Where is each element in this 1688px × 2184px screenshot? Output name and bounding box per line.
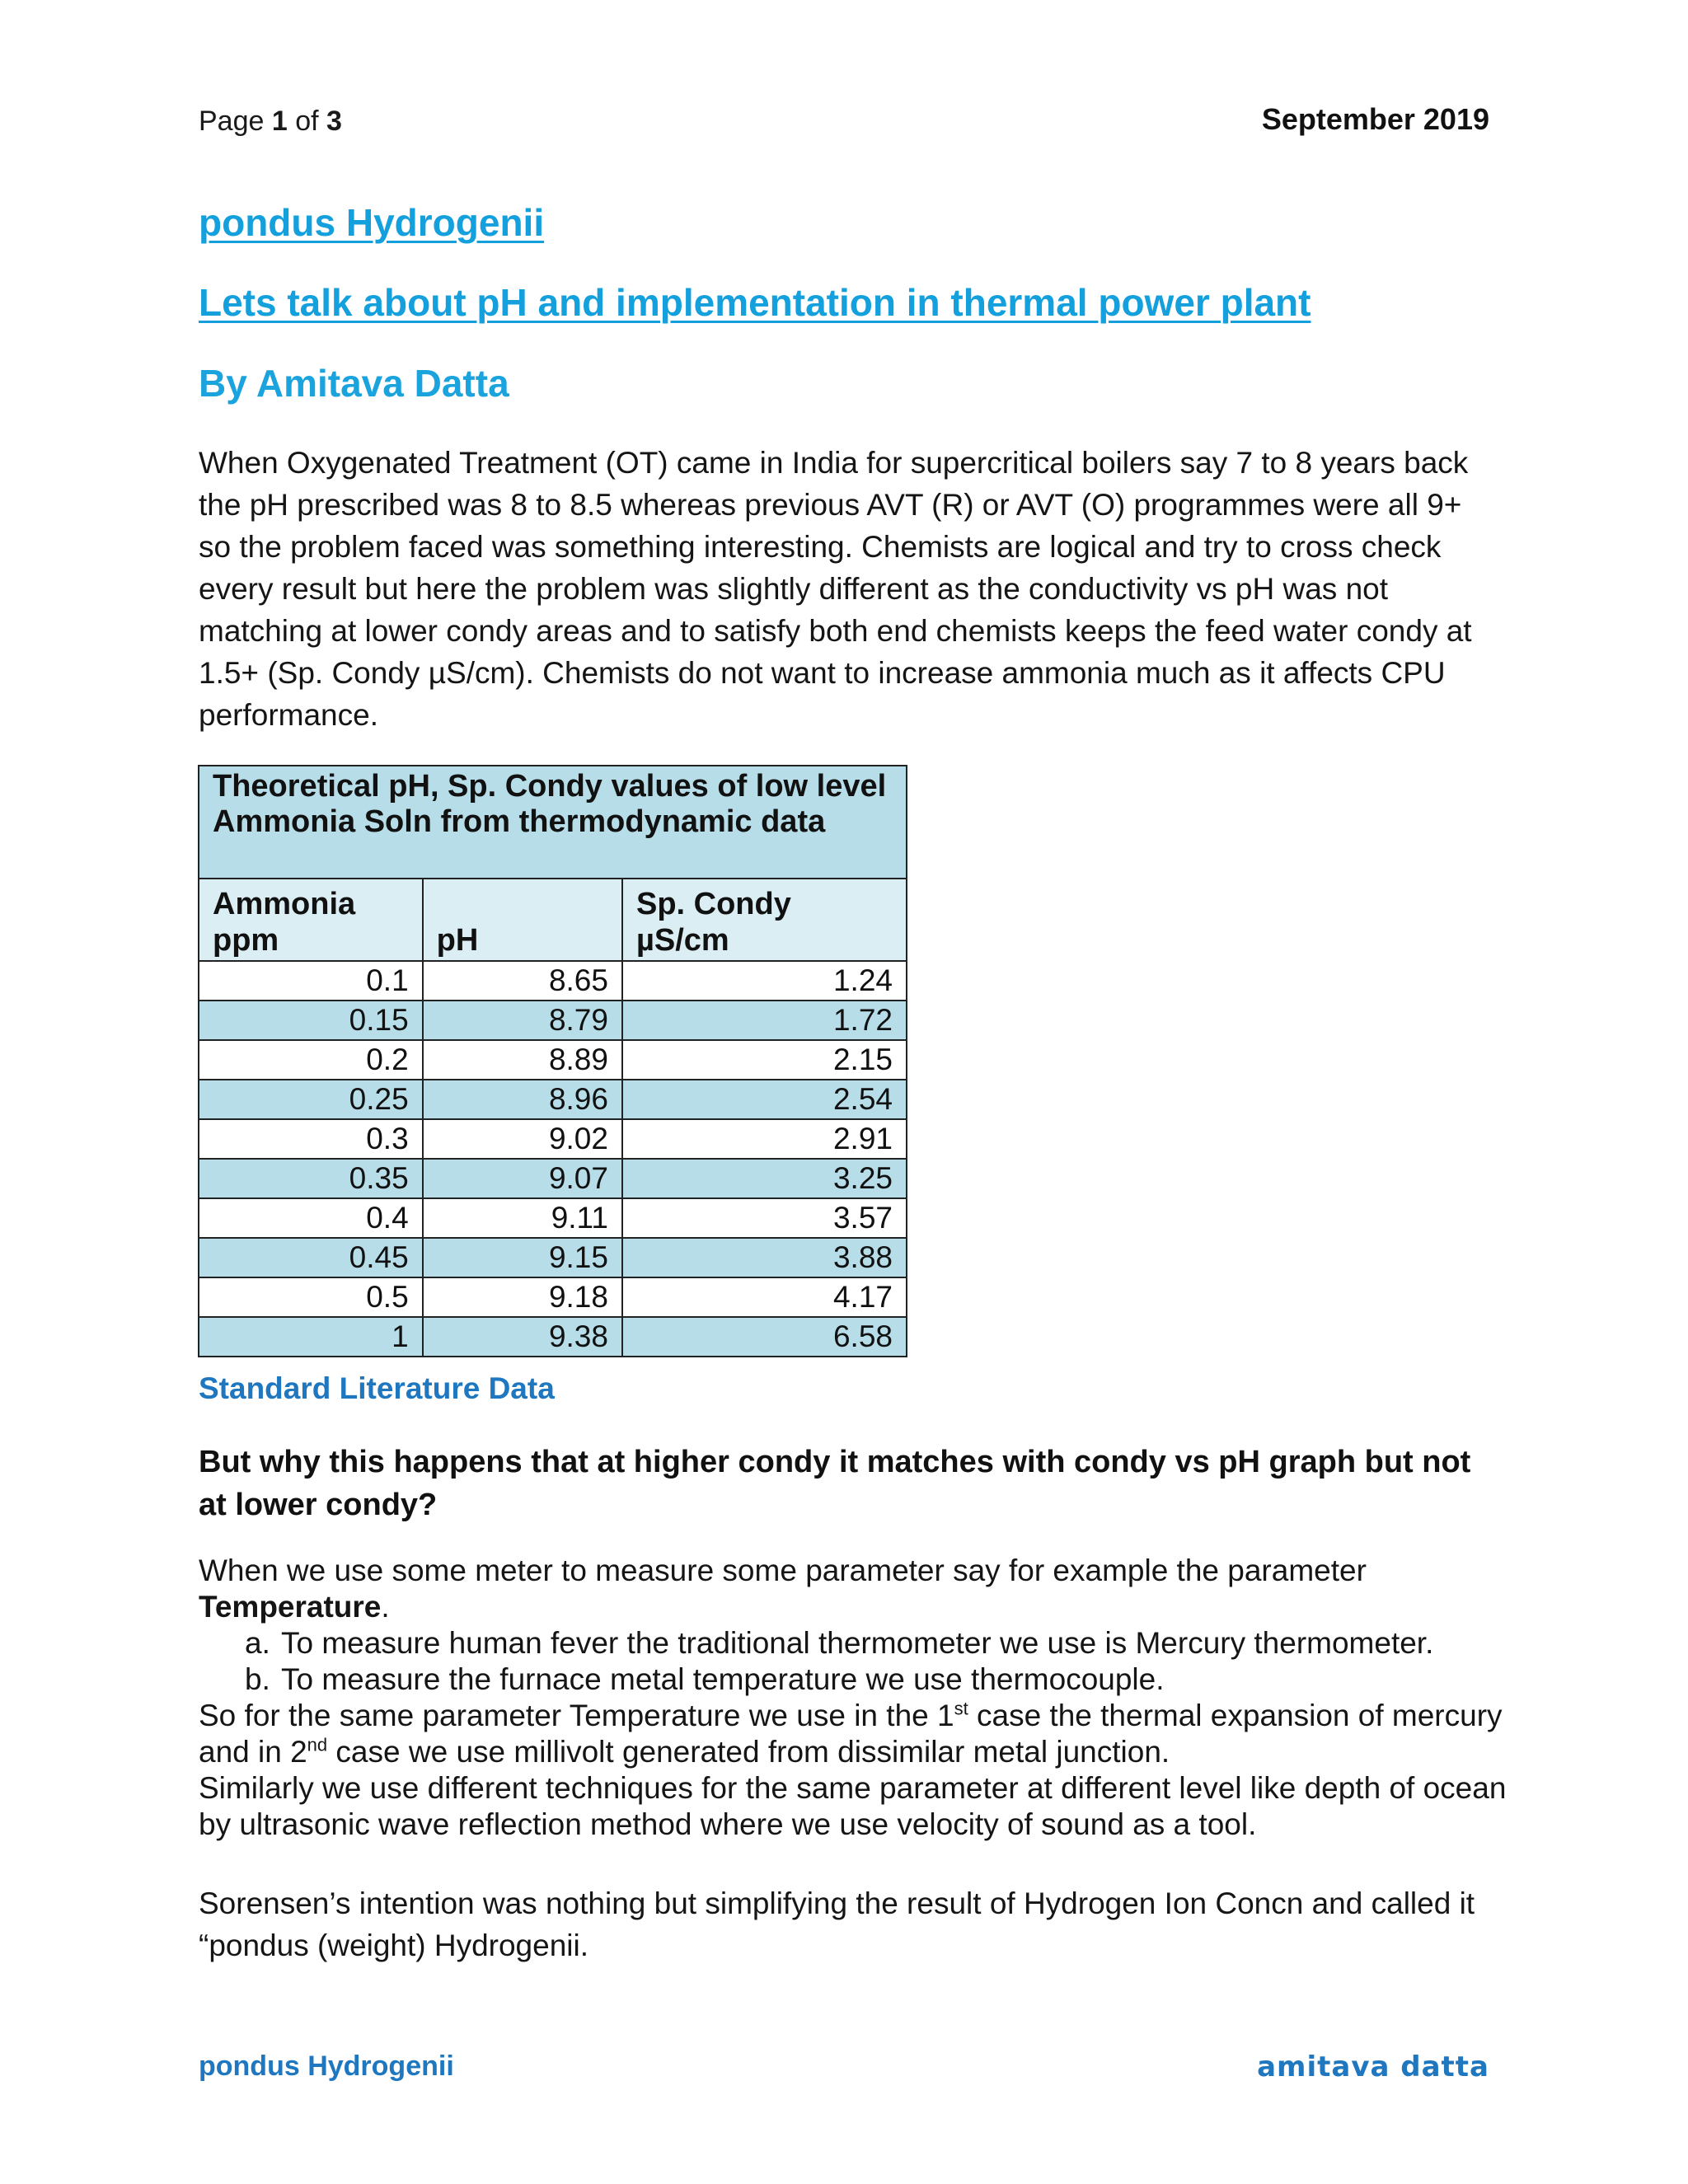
table-source-note: Standard Literature Data: [199, 1371, 555, 1405]
similarly-paragraph: Similarly we use different techniques for the same parameter at different level like depth of ocean by ultrasonic wave reflection method where we use velocity of sound as a tool.: [199, 1771, 1507, 1841]
ammonia-cell: 0.35: [199, 1159, 423, 1198]
condy-cell: 2.15: [622, 1040, 907, 1080]
ammonia-cell: 0.1: [199, 961, 423, 1001]
column-header-condy: Sp. Condy µS/cm: [622, 879, 907, 961]
ammonia-cell: 0.2: [199, 1040, 423, 1080]
ammonia-cell: 0.45: [199, 1238, 423, 1277]
same-param-text-2: case the thermal expansion of mercury and in 2: [199, 1699, 1503, 1769]
ammonia-cell: 0.3: [199, 1119, 423, 1159]
condy-cell: 6.58: [622, 1317, 907, 1357]
ph-cell: 9.15: [423, 1238, 622, 1277]
header-date: September 2019: [1261, 102, 1489, 136]
document-title-link[interactable]: pondus Hydrogenii: [199, 201, 545, 244]
condy-cell: 1.72: [622, 1001, 907, 1040]
intro-paragraph: When Oxygenated Treatment (OT) came in India for supercritical boilers say 7 to 8 years back the pH prescribed was 8 to 8.5 whereas previous AVT (R) or AVT (O) programmes were all 9+ so the problem faced was something interesting. Chemists are logical and try to cross check every result but here the problem was slightly different as the conductivity vs pH was not matching at lower condy areas and to satisfy both end chemists keeps the feed water condy at 1.5+ (Sp. Condy µS/cm). Chemists do not want to increase ammonia much as it affects CPU performance.: [199, 446, 1472, 732]
page-word: Page: [199, 105, 265, 137]
footer-author: amitava datta: [1257, 2050, 1489, 2083]
document-subtitle-link[interactable]: Lets talk about pH and implementation in thermal power plant: [199, 281, 1311, 324]
measurement-intro-text: When we use some meter to measure some parameter say for example the parameter: [199, 1554, 1367, 1587]
table-row: [199, 1159, 907, 1198]
ammonia-data-table: [198, 765, 907, 1357]
question-heading: But why this happens that at higher condy it matches with condy vs pH graph but not at lower condy?: [199, 1445, 1471, 1522]
condy-cell: 4.17: [622, 1277, 907, 1317]
condy-cell: 2.91: [622, 1119, 907, 1159]
condy-cell: 2.54: [622, 1080, 907, 1119]
closing-paragraph: Sorensen’s intention was nothing but simplifying the result of Hydrogen Ion Concn and called it “pondus (weight) Hydrogenii.: [199, 1886, 1475, 1962]
same-param-text-3: case we use millivolt generated from dissimilar metal junction.: [327, 1735, 1170, 1769]
list-marker: b.: [245, 1662, 270, 1696]
page-total: 3: [326, 105, 342, 137]
table-row: [199, 1001, 907, 1040]
condy-cell: 3.57: [622, 1198, 907, 1238]
page-of-word: of: [295, 105, 319, 137]
column-header-ph: pH: [423, 879, 622, 961]
ammonia-cell: 0.5: [199, 1277, 423, 1317]
table-row: [199, 1277, 907, 1317]
condy-cell: 1.24: [622, 961, 907, 1001]
list-item: [199, 1625, 1517, 1661]
condy-cell: 3.88: [622, 1238, 907, 1277]
table-row: [199, 1238, 907, 1277]
ph-cell: 8.79: [423, 1001, 622, 1040]
footer-title: pondus Hydrogenii: [199, 2050, 454, 2082]
table-caption: Theoretical pH, Sp. Condy values of low level Ammonia Soln from thermodynamic data: [199, 766, 907, 879]
list-marker: a.: [245, 1626, 270, 1660]
superscript-st: st: [954, 1698, 968, 1719]
table-row: [199, 1119, 907, 1159]
ph-cell: 9.18: [423, 1277, 622, 1317]
ph-cell: 8.96: [423, 1080, 622, 1119]
table-row: [199, 1198, 907, 1238]
measurement-intro: [199, 1553, 1517, 1625]
list-item: [199, 1661, 1517, 1698]
ph-cell: 9.11: [423, 1198, 622, 1238]
temperature-term: Temperature: [199, 1590, 382, 1624]
table-row: [199, 1317, 907, 1357]
ammonia-cell: 0.4: [199, 1198, 423, 1238]
body-section: [199, 1553, 1517, 1843]
column-header-ammonia: Ammonia ppm: [199, 879, 423, 961]
table-row: [199, 1080, 907, 1119]
intro-period: .: [381, 1590, 390, 1624]
ph-cell: 8.89: [423, 1040, 622, 1080]
list-item-text: To measure human fever the traditional thermometer we use is Mercury thermometer.: [281, 1626, 1434, 1660]
page-number: [199, 105, 342, 138]
condy-cell: 3.25: [622, 1159, 907, 1198]
ph-cell: 9.02: [423, 1119, 622, 1159]
author-byline: By Amitava Datta: [199, 362, 509, 405]
superscript-nd: nd: [307, 1734, 328, 1755]
same-param-text-1: So for the same parameter Temperature we use in the 1: [199, 1699, 954, 1732]
table-row: [199, 961, 907, 1001]
table-row: [199, 1040, 907, 1080]
page-current: 1: [271, 105, 288, 137]
ph-cell: 8.65: [423, 961, 622, 1001]
same-parameter-paragraph: [199, 1698, 1517, 1770]
list-item-text: To measure the furnace metal temperature we use thermocouple.: [281, 1662, 1165, 1696]
ph-cell: 9.07: [423, 1159, 622, 1198]
ammonia-cell: 1: [199, 1317, 423, 1357]
ammonia-cell: 0.15: [199, 1001, 423, 1040]
ammonia-cell: 0.25: [199, 1080, 423, 1119]
ph-cell: 9.38: [423, 1317, 622, 1357]
